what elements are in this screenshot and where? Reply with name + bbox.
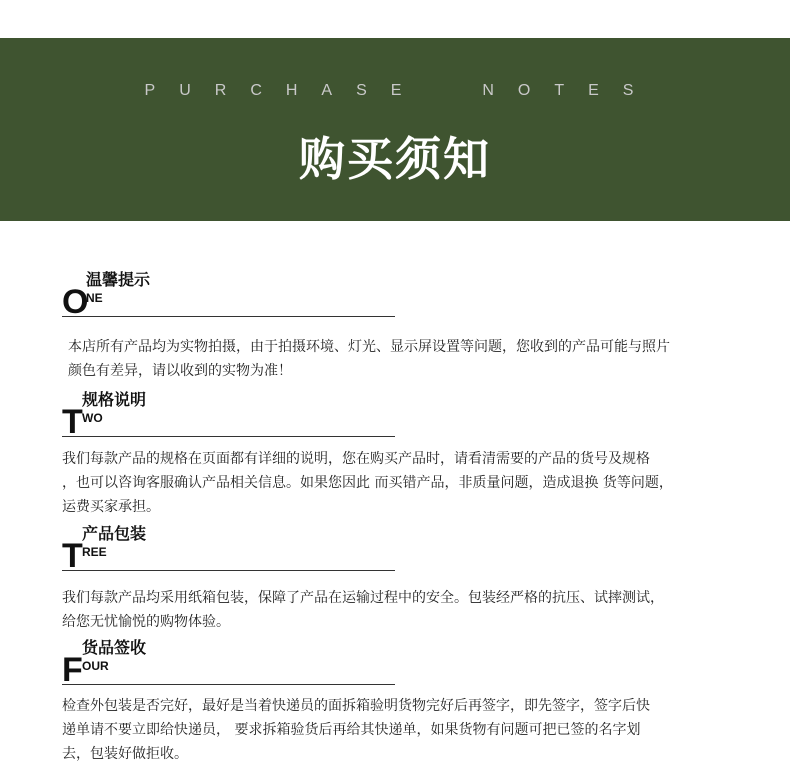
section-four-text [62,694,730,766]
section-three-text [62,586,730,634]
section-two-heading [62,390,395,441]
header-subtitle: PURCHASE NOTES [144,82,658,99]
section-two-line: 运费买家承担。 [62,499,160,515]
section-three-line: 我们每款产品均采用纸箱包装，保障了产品在运输过程中的安全。包装经严格的抗压、试摔测试， [62,590,664,606]
section-one-line: 本店所有产品均为实物拍摄，由于拍摄环境、灯光、显示屏设置等问题，您收到的产品可能与照片 [68,339,670,355]
section-four-heading [62,638,395,689]
section-one-word: NE [86,291,103,305]
section-two-initial: T [62,403,83,441]
section-three-line: 给您无忧愉悦的购物体验。 [62,614,230,630]
section-one-line: 颜色有差异，请以收到的实物为准！ [68,363,292,379]
section-one-text [68,335,736,383]
section-one-title: 温馨提示 [86,270,151,289]
section-two-line: 我们每款产品的规格在页面都有详细的说明，您在购买产品时，请看清需要的产品的货号及规格 [62,451,650,467]
section-four-line: 检查外包装是否完好，最好是当着快递员的面拆箱验明货物完好后再签字，即先签字，签字后快 [62,698,650,714]
section-three-initial: T [62,537,83,575]
header-title: 购买须知 [299,132,491,186]
section-two-line: ，也可以咨询客服确认产品相关信息。如果您因此 而买错产品，非质量问题，造成退换 货等问题， [62,475,673,491]
section-two-word: WO [82,411,103,425]
section-one-heading [62,270,395,321]
section-four-line: 去，包装好做拒收。 [62,746,188,762]
section-four-title: 货品签收 [82,638,147,657]
section-four-line: 递单请不要立即给快递员， 要求拆箱验货后再给其快递单，如果货物有问题可把已签的名字划 [62,722,641,738]
section-three-title: 产品包装 [82,524,147,543]
section-two-text [62,447,730,519]
section-four-initial: F [62,651,83,689]
section-three-word: REE [82,545,107,559]
section-three-heading [62,524,395,575]
section-two-title: 规格说明 [82,390,147,409]
section-four-word: OUR [82,659,109,673]
section-one-initial: O [62,283,89,321]
